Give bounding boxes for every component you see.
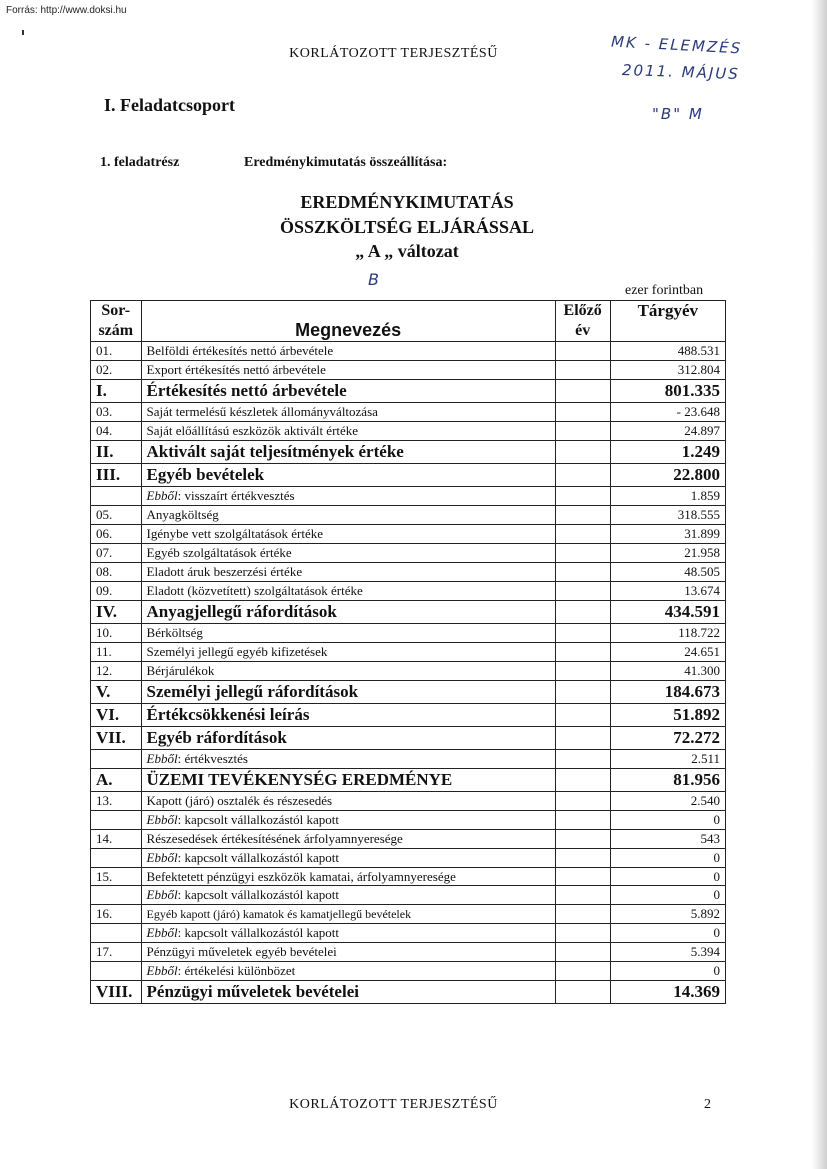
table-row [91,643,726,662]
row-name-detail: : kapcsolt vállalkozástól kapott [177,850,339,865]
row-name: Egyéb szolgáltatások értéke [141,544,555,563]
row-previous-year [555,544,610,563]
row-current-year: 0 [610,849,725,868]
table-header-row [91,301,726,342]
row-previous-year [555,981,610,1004]
row-name-detail: : visszaírt értékvesztés [177,488,295,503]
table-row [91,380,726,403]
row-name [141,886,555,905]
table-row [91,868,726,886]
row-previous-year [555,422,610,441]
table-row [91,886,726,905]
table-row [91,487,726,506]
row-previous-year [555,830,610,849]
table-row [91,962,726,981]
row-previous-year [555,380,610,403]
row-current-year: 2.511 [610,750,725,769]
row-name: Személyi jellegű ráfordítások [141,681,555,704]
row-number: 14. [91,830,142,849]
row-number: III. [91,464,142,487]
header-row-number-line1: Sor- [101,302,131,319]
row-previous-year [555,643,610,662]
table-row [91,422,726,441]
handwritten-note-1: MK - ELEMZÉS [610,32,743,58]
row-name: Értékesítés nettó árbevétele [141,380,555,403]
task-description: Eredménykimutatás összeállítása: [244,155,448,170]
table-row [91,624,726,643]
header-previous-year-line2: év [575,322,591,339]
row-number: VIII. [91,981,142,1004]
row-current-year: 13.674 [610,582,725,601]
row-number: 03. [91,403,142,422]
row-current-year: 22.800 [610,464,725,487]
scan-edge-shadow [812,0,827,1169]
row-previous-year [555,962,610,981]
row-name-ebbol: Ebből [146,751,178,766]
row-current-year: 51.892 [610,704,725,727]
row-name: Igénybe vett szolgáltatások értéke [141,525,555,544]
table-row [91,811,726,830]
row-previous-year [555,525,610,544]
table-row [91,342,726,361]
table-row [91,905,726,924]
row-current-year: 0 [610,811,725,830]
row-previous-year [555,769,610,792]
row-previous-year [555,704,610,727]
table-row [91,830,726,849]
table-row [91,403,726,422]
header-row-number-line2: szám [98,322,134,339]
row-name [141,487,555,506]
row-name: Részesedések értékesítésének árfolyamnyeresége [141,830,555,849]
row-number: 13. [91,792,142,811]
row-previous-year [555,464,610,487]
table-row [91,769,726,792]
task-number: 1. feladatrész [100,155,180,170]
table-row [91,582,726,601]
row-name: Egyéb kapott (járó) kamatok és kamatjellegű bevételek [141,905,555,924]
row-name-ebbol: Ebből [146,887,178,902]
table-row [91,750,726,769]
handwritten-note-3: "B" M [652,105,704,123]
row-name-detail: : értékelési különbözet [177,963,296,978]
classification-header: KORLÁTOZOTT TERJESZTÉSŰ [289,46,498,61]
row-previous-year [555,506,610,525]
row-current-year: 2.540 [610,792,725,811]
row-previous-year [555,342,610,361]
row-name-ebbol: Ebből [146,812,178,827]
row-previous-year [555,361,610,380]
row-number [91,487,142,506]
row-name: Értékcsökkenési leírás [141,704,555,727]
row-name: Egyéb bevételek [141,464,555,487]
row-previous-year [555,750,610,769]
row-current-year: 5.892 [610,905,725,924]
table-row [91,563,726,582]
row-name: Pénzügyi műveletek bevételei [141,981,555,1004]
row-number: A. [91,769,142,792]
report-title-line-2: ÖSSZKÖLTSÉG ELJÁRÁSSAL [280,217,534,237]
row-current-year: 118.722 [610,624,725,643]
row-current-year: 1.249 [610,441,725,464]
row-number: I. [91,380,142,403]
row-current-year: 5.394 [610,943,725,962]
row-number: VI. [91,704,142,727]
row-name [141,750,555,769]
row-current-year: 24.651 [610,643,725,662]
row-number: 16. [91,905,142,924]
row-previous-year [555,624,610,643]
row-current-year: - 23.648 [610,403,725,422]
row-name: ÜZEMI TEVÉKENYSÉG EREDMÉNYE [141,769,555,792]
row-number [91,849,142,868]
table-row [91,464,726,487]
row-previous-year [555,582,610,601]
handwritten-variant-mark: B [368,270,381,289]
handwritten-note-2: 2011. MÁJUS [621,60,741,84]
row-number: 08. [91,563,142,582]
row-previous-year [555,563,610,582]
report-title-line-1: EREDMÉNYKIMUTATÁS [300,192,514,212]
row-previous-year [555,601,610,624]
table-row [91,792,726,811]
row-current-year: 312.804 [610,361,725,380]
row-previous-year [555,487,610,506]
row-previous-year [555,441,610,464]
row-current-year: 1.859 [610,487,725,506]
report-title-line-3: „ A „ változat [355,241,459,261]
row-current-year: 0 [610,924,725,943]
table-row [91,924,726,943]
row-name [141,962,555,981]
row-number: II. [91,441,142,464]
row-name: Anyagköltség [141,506,555,525]
table-row [91,727,726,750]
header-previous-year [555,301,610,342]
row-number: 12. [91,662,142,681]
row-current-year: 21.958 [610,544,725,563]
row-current-year: 24.897 [610,422,725,441]
table-row [91,681,726,704]
row-number: 17. [91,943,142,962]
header-current-year: Tárgyév [610,301,725,342]
row-current-year: 41.300 [610,662,725,681]
row-number: 15. [91,868,142,886]
row-previous-year [555,943,610,962]
row-name: Befektetett pénzügyi eszközök kamatai, árfolyamnyeresége [141,868,555,886]
row-number [91,750,142,769]
table-row [91,525,726,544]
row-name-ebbol: Ebből [146,850,178,865]
row-current-year: 434.591 [610,601,725,624]
row-name: Belföldi értékesítés nettó árbevétele [141,342,555,361]
row-current-year: 318.555 [610,506,725,525]
row-current-year: 488.531 [610,342,725,361]
row-current-year: 81.956 [610,769,725,792]
row-number [91,886,142,905]
row-name: Pénzügyi műveletek egyéb bevételei [141,943,555,962]
income-statement-table [90,300,726,1004]
classification-footer: KORLÁTOZOTT TERJESZTÉSŰ [289,1097,498,1112]
row-name: Saját termelésű készletek állományváltozása [141,403,555,422]
row-current-year: 801.335 [610,380,725,403]
table-row [91,943,726,962]
row-name-detail: : kapcsolt vállalkozástól kapott [177,925,339,940]
scan-mark [22,30,24,35]
row-name: Export értékesítés nettó árbevétele [141,361,555,380]
row-name [141,924,555,943]
row-current-year: 48.505 [610,563,725,582]
table-row [91,662,726,681]
row-number: 02. [91,361,142,380]
row-name: Kapott (járó) osztalék és részesedés [141,792,555,811]
row-previous-year [555,403,610,422]
row-number: 07. [91,544,142,563]
source-line: Forrás: http://www.doksi.hu [6,5,127,16]
row-number: 09. [91,582,142,601]
header-row-number [91,301,142,342]
table-row [91,704,726,727]
row-previous-year [555,886,610,905]
row-number: 04. [91,422,142,441]
row-previous-year [555,868,610,886]
page-number: 2 [704,1097,711,1112]
row-number: 11. [91,643,142,662]
row-name: Bérjárulékok [141,662,555,681]
row-previous-year [555,849,610,868]
row-name-detail: : kapcsolt vállalkozástól kapott [177,887,339,902]
row-number: VII. [91,727,142,750]
header-previous-year-line1: Előző [563,302,602,319]
row-name [141,849,555,868]
row-previous-year [555,681,610,704]
row-previous-year [555,727,610,750]
row-number: 05. [91,506,142,525]
row-name-ebbol: Ebből [146,963,178,978]
row-previous-year [555,905,610,924]
row-name: Személyi jellegű egyéb kifizetések [141,643,555,662]
header-name: Megnevezés [141,301,555,342]
row-previous-year [555,924,610,943]
group-title: I. Feladatcsoport [104,95,235,115]
row-current-year: 0 [610,886,725,905]
row-current-year: 31.899 [610,525,725,544]
table-row [91,506,726,525]
row-name [141,811,555,830]
table-row [91,981,726,1004]
row-current-year: 0 [610,962,725,981]
row-current-year: 0 [610,868,725,886]
row-name: Bérköltség [141,624,555,643]
row-current-year: 14.369 [610,981,725,1004]
row-name-detail: : kapcsolt vállalkozástól kapott [177,812,339,827]
row-name-detail: : értékvesztés [177,751,248,766]
table-row [91,361,726,380]
row-number [91,924,142,943]
table-row [91,601,726,624]
table-body [91,342,726,1004]
row-number [91,962,142,981]
table-row [91,849,726,868]
row-name: Egyéb ráfordítások [141,727,555,750]
row-name: Eladott (közvetített) szolgáltatások értéke [141,582,555,601]
row-current-year: 184.673 [610,681,725,704]
row-name: Aktivált saját teljesítmények értéke [141,441,555,464]
row-current-year: 543 [610,830,725,849]
row-name-ebbol: Ebből [146,488,178,503]
row-previous-year [555,811,610,830]
row-current-year: 72.272 [610,727,725,750]
row-number: V. [91,681,142,704]
row-name: Saját előállítású eszközök aktivált értéke [141,422,555,441]
row-number: 01. [91,342,142,361]
row-name-ebbol: Ebből [146,925,178,940]
table-row [91,544,726,563]
row-number: 06. [91,525,142,544]
row-number: 10. [91,624,142,643]
table-row [91,441,726,464]
row-name: Anyagjellegű ráfordítások [141,601,555,624]
row-previous-year [555,792,610,811]
row-number [91,811,142,830]
row-name: Eladott áruk beszerzési értéke [141,563,555,582]
row-previous-year [555,662,610,681]
unit-note: ezer forintban [625,283,704,298]
row-number: IV. [91,601,142,624]
